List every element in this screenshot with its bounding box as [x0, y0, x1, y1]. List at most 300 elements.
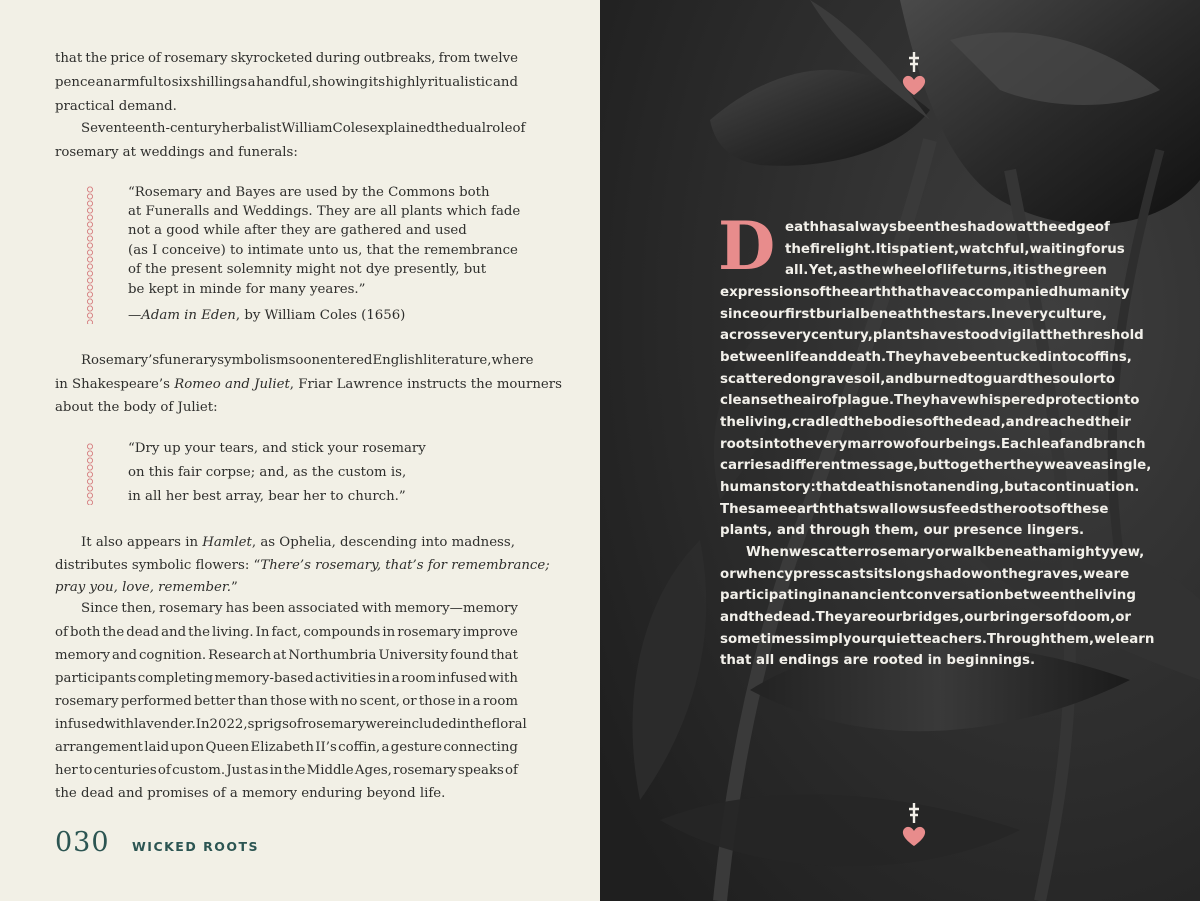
word: with: [309, 694, 339, 709]
word: gesture: [390, 740, 443, 755]
word: humanity: [1058, 285, 1130, 300]
word: of: [512, 121, 526, 136]
word: those: [270, 694, 307, 709]
body-line: [720, 412, 1131, 434]
dagger-heart-ornament: [901, 52, 927, 96]
word: we: [1094, 632, 1116, 647]
word: rosemary: [164, 51, 228, 66]
word: and: [111, 648, 137, 663]
body-line: [55, 555, 550, 577]
word: activities: [315, 671, 377, 686]
word: yew,: [1109, 545, 1145, 560]
word: room: [401, 671, 437, 686]
word: are: [852, 610, 877, 625]
word: Seventeenth-century: [81, 121, 222, 136]
attribution-rest: , by William Coles (1656): [235, 308, 406, 323]
word: better: [193, 694, 236, 709]
play-title: Romeo and Juliet: [174, 377, 290, 392]
word: quiet: [876, 632, 917, 647]
word: vigil: [998, 328, 1031, 343]
body-line: [55, 72, 518, 94]
body-line: [720, 585, 1136, 607]
word: were: [365, 717, 399, 732]
word: carries: [720, 458, 772, 473]
word: armful: [112, 75, 158, 90]
word: edge: [1057, 220, 1095, 235]
word: herbalist: [221, 121, 282, 136]
word: to: [1123, 393, 1140, 408]
word: of: [157, 763, 171, 778]
word: the: [848, 415, 874, 430]
word: Research: [208, 648, 272, 663]
word: its: [873, 567, 893, 582]
word: together: [943, 458, 1010, 473]
word: between: [1004, 588, 1070, 603]
word: its: [368, 75, 386, 90]
word: we: [1083, 567, 1105, 582]
word: all.: [785, 263, 809, 278]
word: been: [252, 601, 285, 616]
word: bodies: [873, 415, 924, 430]
word: bringers: [989, 610, 1054, 625]
word: conversation: [906, 588, 1005, 603]
word: single,: [1100, 458, 1152, 473]
word: They: [815, 610, 853, 625]
word: soul: [1052, 372, 1084, 387]
word: and: [885, 372, 914, 387]
word: green: [1062, 263, 1107, 278]
word: then,: [121, 601, 156, 616]
word: and: [161, 625, 187, 640]
word: roots: [1012, 502, 1052, 517]
body-line: about the body of Juliet:: [55, 400, 218, 415]
word: every: [1005, 307, 1048, 322]
body-line: [81, 350, 534, 372]
body-line: [55, 577, 238, 599]
body-line: [720, 282, 1130, 304]
word: of: [1051, 502, 1067, 517]
word: cradled: [791, 415, 849, 430]
body-line: [720, 304, 1107, 326]
word: rosemary: [863, 545, 935, 560]
word: sometimes: [720, 632, 803, 647]
word: the: [922, 307, 948, 322]
word: sprigs: [247, 717, 289, 732]
word: is: [1024, 263, 1037, 278]
body-line: [785, 260, 1107, 282]
word: a: [472, 694, 481, 709]
word: of: [505, 763, 518, 778]
word: in: [382, 625, 396, 640]
word: our: [876, 610, 903, 625]
word: Coles: [332, 121, 370, 136]
word: They: [894, 393, 931, 408]
blockquote-line: in all her best array, bear her to church.”: [128, 489, 406, 504]
word: In: [255, 625, 270, 640]
word: a: [381, 740, 390, 755]
word: since: [720, 307, 760, 322]
word: beneath: [985, 545, 1048, 560]
word: rosemary: [301, 717, 366, 732]
word: as: [838, 263, 856, 278]
word: shillings: [190, 75, 248, 90]
word: and: [720, 610, 749, 625]
word: stars.: [947, 307, 991, 322]
word: turns,: [967, 263, 1013, 278]
blockquote-line: of the present solemnity might not dye presently, but: [128, 262, 487, 277]
word: us: [1107, 242, 1125, 257]
word: graves,: [1026, 567, 1084, 582]
word: Northumbria: [288, 648, 377, 663]
body-line: [55, 760, 518, 782]
word: on: [983, 567, 1002, 582]
word: or: [1115, 610, 1132, 625]
word: that: [490, 648, 518, 663]
body-line: [720, 369, 1116, 391]
word: our: [851, 632, 877, 647]
word: in: [457, 694, 471, 709]
word: when: [735, 567, 777, 582]
word: the: [434, 121, 457, 136]
word: the: [856, 263, 882, 278]
word: expressions: [720, 285, 811, 300]
word: plants: [872, 328, 920, 343]
word: accompanied: [958, 285, 1059, 300]
word: entered: [320, 353, 373, 368]
word: mighty: [1057, 545, 1110, 560]
word: performed: [120, 694, 192, 709]
word: those: [418, 694, 456, 709]
word: death: [847, 480, 891, 495]
text-run: ”: [230, 580, 238, 595]
body-line: [55, 714, 527, 736]
body-line: [785, 239, 1125, 261]
blockquote-line: at Funeralls and Weddings. They are all plants which fade: [128, 204, 521, 219]
word: 2022,: [209, 717, 248, 732]
word: has: [819, 220, 846, 235]
word: shadow: [925, 567, 984, 582]
word: tucked: [996, 350, 1048, 365]
word: teachers.: [916, 632, 987, 647]
quote-ornament-bar: [86, 186, 94, 324]
word: death.: [837, 350, 887, 365]
word: the: [748, 610, 774, 625]
word: infused: [55, 717, 105, 732]
word: skyrocketed: [230, 51, 313, 66]
text-run: in Shakespeare’s: [55, 377, 175, 392]
word: is: [886, 242, 900, 257]
body-line: [55, 691, 518, 713]
word: or: [720, 567, 736, 582]
word: showing: [312, 75, 369, 90]
attribution-title: Adam in Eden: [141, 308, 236, 323]
body-line: [720, 607, 1132, 629]
word: life: [942, 263, 967, 278]
word: we: [788, 545, 811, 560]
word: participants: [55, 671, 137, 686]
word: room: [482, 694, 518, 709]
word: rosemary: [393, 763, 457, 778]
word: and: [1065, 437, 1094, 452]
word: first: [784, 307, 816, 322]
word: us: [927, 502, 946, 517]
word: When: [746, 545, 789, 560]
word: our: [920, 437, 946, 452]
word: waiting: [1029, 242, 1086, 257]
word: they: [1009, 458, 1044, 473]
word: associated: [288, 601, 359, 616]
text-run: It also appears in: [81, 535, 203, 550]
word: to: [157, 75, 172, 90]
word: improve: [462, 625, 518, 640]
word: the: [283, 763, 306, 778]
word: or: [1083, 372, 1100, 387]
word: century,: [810, 328, 873, 343]
word: or: [402, 694, 417, 709]
running-head: WICKED ROOTS: [132, 839, 259, 854]
word: our: [964, 610, 990, 625]
word: Since: [81, 601, 119, 616]
word: from: [438, 51, 471, 66]
blockquote-line: (as I conceive) to intimate unto us, that the remembrance: [128, 243, 518, 258]
word: Yet,: [808, 263, 838, 278]
word: every: [768, 328, 811, 343]
body-line: [55, 645, 518, 667]
word: University: [378, 648, 449, 663]
word: guard: [983, 372, 1028, 387]
word: earth: [850, 285, 891, 300]
word: Through: [986, 632, 1051, 647]
word: found: [450, 648, 489, 663]
body-line: [55, 622, 518, 644]
word: feeds: [945, 502, 987, 517]
word: II’s: [315, 740, 337, 755]
word: fact,: [271, 625, 302, 640]
word: the: [102, 625, 125, 640]
word: long: [892, 567, 926, 582]
quoted-text: pray you, love, remember.: [55, 580, 231, 595]
word: infused: [437, 671, 487, 686]
word: same: [747, 502, 788, 517]
word: the: [785, 242, 811, 257]
word: the: [987, 502, 1013, 517]
word: the: [1046, 328, 1072, 343]
word: where: [491, 353, 534, 368]
word: a: [247, 75, 256, 90]
word: memory—memory: [394, 601, 518, 616]
word: pence: [55, 75, 96, 90]
word: It: [875, 242, 887, 257]
word: during: [315, 51, 361, 66]
word: in: [269, 763, 283, 778]
body-line: rosemary at weddings and funerals:: [55, 145, 298, 160]
word: different: [780, 458, 847, 473]
word: protection: [1045, 393, 1124, 408]
body-line: practical demand.: [55, 99, 177, 114]
word: Queen: [205, 740, 250, 755]
word: stood: [956, 328, 999, 343]
body-line: [81, 598, 518, 620]
word: and: [809, 350, 838, 365]
word: funerary: [159, 353, 218, 368]
word: not: [903, 480, 929, 495]
word: handful,: [255, 75, 312, 90]
word: them,: [1050, 632, 1095, 647]
word: a: [1047, 545, 1058, 560]
word: that: [815, 480, 848, 495]
word: that: [828, 502, 860, 517]
word: learn: [1115, 632, 1155, 647]
page-number: 030: [55, 827, 110, 858]
word: have: [919, 328, 957, 343]
drop-cap: D: [718, 207, 776, 285]
word: these: [1066, 502, 1109, 517]
word: life: [785, 350, 810, 365]
word: symbolism: [217, 353, 289, 368]
word: has: [225, 601, 249, 616]
word: very: [814, 437, 848, 452]
word: scattered: [720, 372, 793, 387]
word: memory: [55, 648, 110, 663]
word: in: [377, 671, 391, 686]
word: a: [1029, 480, 1039, 495]
word: burial: [815, 307, 860, 322]
word: the: [934, 220, 960, 235]
word: grave: [810, 372, 854, 387]
word: in: [456, 717, 470, 732]
word: cypress: [776, 567, 835, 582]
word: to: [967, 372, 984, 387]
word: been: [959, 350, 997, 365]
word: bridges,: [902, 610, 965, 625]
word: for: [1085, 242, 1108, 257]
word: but: [1004, 480, 1030, 495]
word: no: [340, 694, 358, 709]
word: the: [1037, 263, 1063, 278]
word: of: [822, 393, 838, 408]
word: and: [1005, 415, 1034, 430]
word: William: [281, 121, 333, 136]
word: than: [237, 694, 268, 709]
text-run: , Friar Lawrence instructs the mourners: [289, 377, 562, 392]
blockquote-attribution: [128, 306, 405, 325]
word: rosemary: [55, 694, 119, 709]
word: rosemary: [159, 601, 223, 616]
word: arrangement: [55, 740, 143, 755]
word: with: [488, 671, 518, 686]
word: have: [930, 393, 967, 408]
word: beings.: [945, 437, 1001, 452]
word: air: [802, 393, 823, 408]
word: beneath: [860, 307, 923, 322]
word: that: [55, 51, 83, 66]
word: completing: [137, 671, 214, 686]
word: with: [362, 601, 392, 616]
word: a: [391, 671, 400, 686]
word: English: [372, 353, 424, 368]
word: the: [1027, 372, 1053, 387]
word: is: [890, 480, 904, 495]
word: burned: [913, 372, 968, 387]
word: cleanse: [720, 393, 778, 408]
blockquote-line: “Dry up your tears, and stick your rosemary: [128, 441, 426, 456]
word: connecting: [443, 740, 518, 755]
word: literature,: [423, 353, 492, 368]
word: the: [469, 717, 492, 732]
word: highly: [385, 75, 428, 90]
word: a: [771, 458, 781, 473]
word: ancient: [850, 588, 907, 603]
word: laid: [144, 740, 170, 755]
word: soil,: [853, 372, 886, 387]
word: scent,: [359, 694, 400, 709]
word: roots: [720, 437, 760, 452]
play-title: Hamlet: [202, 535, 252, 550]
word: into: [759, 437, 790, 452]
word: or: [935, 545, 951, 560]
word: are: [1104, 567, 1130, 582]
body-line: [55, 48, 518, 70]
body-line: [720, 325, 1144, 347]
word: role: [485, 121, 513, 136]
word: at: [1016, 220, 1033, 235]
word: explained: [369, 121, 435, 136]
word: compounds: [303, 625, 381, 640]
word: our: [759, 307, 785, 322]
word: plague.: [837, 393, 895, 408]
word: the: [188, 625, 210, 640]
word: the: [720, 415, 746, 430]
quote-ornament-bar: [86, 443, 94, 505]
word: swallows: [859, 502, 928, 517]
word: of: [923, 415, 939, 430]
word: memory-based: [214, 671, 314, 686]
word: They: [886, 350, 923, 365]
word: living,: [745, 415, 792, 430]
word: branch: [1093, 437, 1146, 452]
word: six: [171, 75, 191, 90]
word: an: [928, 480, 948, 495]
word: both: [69, 625, 101, 640]
word: of: [1094, 220, 1110, 235]
word: to: [79, 763, 93, 778]
body-line: [720, 499, 1107, 521]
word: The: [720, 502, 748, 517]
word: of: [905, 437, 921, 452]
word: an: [831, 588, 851, 603]
word: their: [1094, 415, 1131, 430]
word: the: [789, 437, 815, 452]
word: but: [918, 458, 944, 473]
body-line: [55, 737, 518, 759]
word: dead,: [963, 415, 1006, 430]
word: marrow: [847, 437, 906, 452]
word: eath: [785, 220, 820, 235]
word: the: [825, 285, 851, 300]
word: ritualistic: [427, 75, 493, 90]
word: dead.: [773, 610, 816, 625]
body-line: [720, 629, 1155, 651]
word: outbreaks,: [363, 51, 436, 66]
attribution-dash: —: [128, 308, 142, 323]
word: been: [896, 220, 935, 235]
word: human: [720, 480, 772, 495]
word: with: [104, 717, 135, 732]
word: floral: [491, 717, 527, 732]
word: scatter: [810, 545, 864, 560]
body-line: [55, 668, 518, 690]
word: In: [195, 717, 210, 732]
